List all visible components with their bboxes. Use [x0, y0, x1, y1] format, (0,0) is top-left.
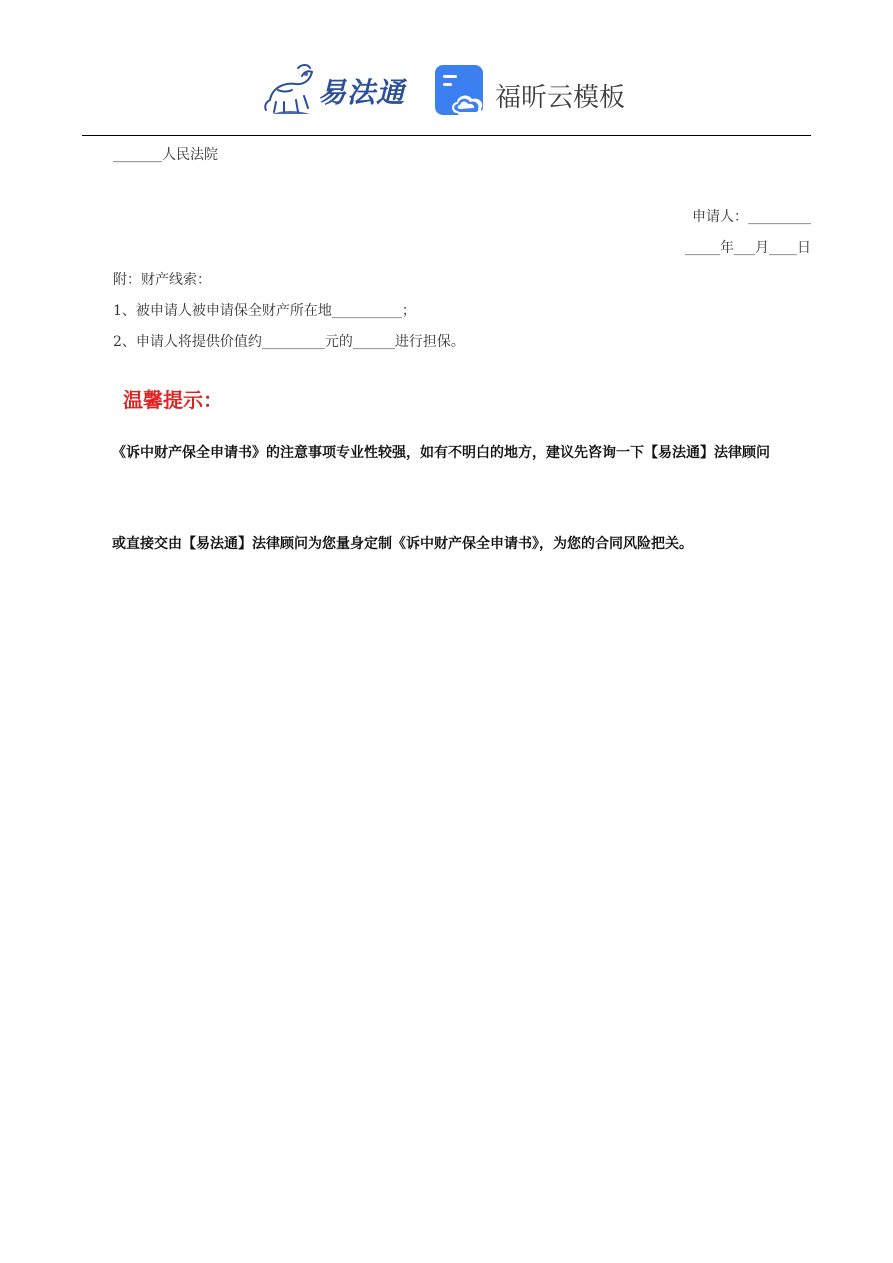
- tips-title: 温馨提示：: [123, 388, 223, 412]
- court-line: _______人民法院: [113, 147, 218, 163]
- qilin-emblem-icon: [262, 62, 318, 116]
- yifatong-logo: [262, 58, 414, 118]
- fuxin-logo-text: 福昕云模板: [495, 83, 626, 113]
- attachment-heading: 附：财产线索：: [113, 272, 211, 288]
- applicant-signature-line: 申请人：_________: [692, 209, 811, 225]
- page-header: [0, 58, 893, 122]
- header-divider: [82, 135, 811, 136]
- tips-paragraph-2: 或直接交由【易法通】法律顾问为您量身定制《诉中财产保全申请书》，为您的合同风险把关。: [112, 536, 693, 552]
- property-clue-2: 2、申请人将提供价值约_________元的______进行担保。: [113, 334, 465, 350]
- fuxin-logo: [435, 65, 635, 121]
- yifatong-logo-text: 易法通: [318, 76, 406, 109]
- date-line: _____年___月____日: [685, 240, 811, 256]
- document-cloud-icon: [435, 65, 489, 119]
- property-clue-1: 1、被申请人被申请保全财产所在地__________；: [113, 303, 416, 319]
- tips-paragraph-1: 《诉中财产保全申请书》的注意事项专业性较强，如有不明白的地方，建议先咨询一下【易法通】法律顾问: [112, 445, 770, 461]
